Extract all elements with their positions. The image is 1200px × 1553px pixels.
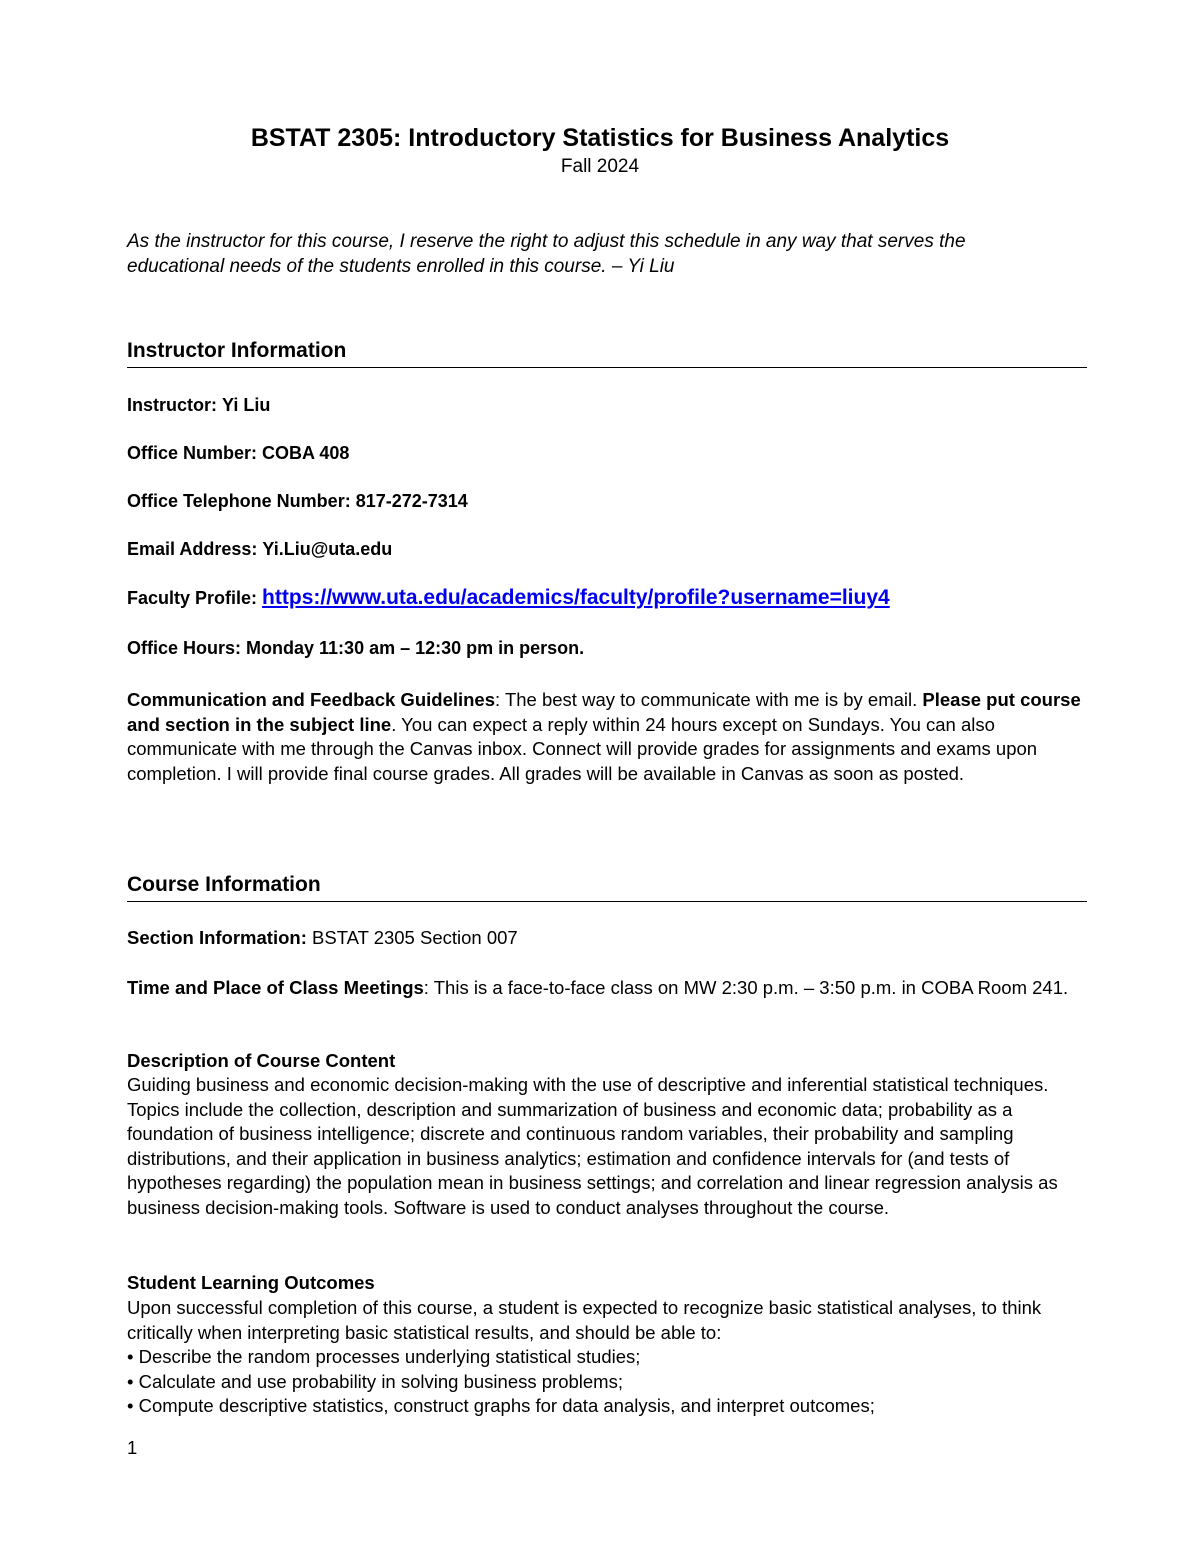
course-term: Fall 2024 — [560, 156, 640, 177]
office-number-field — [127, 441, 1087, 465]
faculty-profile-label: Faculty Profile: — [127, 588, 258, 608]
communication-guidelines-label: Communication and Feedback Guidelines — [127, 689, 496, 710]
instructor-disclaimer: As the instructor for this course, I reserve the right to adjust this schedule in any way that serves the educational needs of the students enrolled in this course. – Yi Liu — [127, 231, 966, 277]
email-address-value: Yi.Liu@uta.edu — [262, 539, 393, 559]
office-hours-field — [127, 636, 1087, 660]
course-information-heading: Course Information — [127, 871, 1087, 902]
office-hours-label: Office Hours: — [127, 638, 242, 658]
page-number: 1 — [127, 1437, 138, 1458]
class-meetings-value: : This is a face-to-face class on MW 2:30 p.m. – 3:50 p.m. in COBA Room 241. — [423, 977, 1069, 998]
section-information-label: Section Information: — [127, 927, 307, 948]
faculty-profile-field — [127, 586, 1087, 610]
learning-outcomes-intro: Upon successful completion of this course, a student is expected to recognize basic statistical analyses, to think critically when interpreting basic statistical results, and should be able to: — [127, 1297, 1042, 1343]
course-description-heading: Description of Course Content — [127, 1050, 396, 1071]
communication-text-1: : The best way to communicate with me is by email. — [495, 689, 918, 710]
email-address-label: Email Address: — [127, 539, 258, 559]
class-meetings-field — [127, 976, 1087, 1001]
office-hours-value: Monday 11:30 am – 12:30 pm in person. — [246, 638, 585, 658]
learning-outcome-item: • Compute descriptive statistics, construct graphs for data analysis, and interpret outcomes; — [127, 1395, 875, 1416]
learning-outcomes-heading: Student Learning Outcomes — [127, 1272, 375, 1293]
instructor-field — [127, 393, 1087, 417]
communication-subject-line-note: Please put course and section in the subject line — [127, 689, 1081, 735]
course-title: BSTAT 2305: Introductory Statistics for Business Analytics — [250, 124, 950, 152]
section-information-value: BSTAT 2305 Section 007 — [312, 927, 518, 948]
communication-text-2: . You can expect a reply within 24 hours except on Sundays. You can also communicate with me through the Canvas inbox. Connect will provide grades for assignments and exams upon completion. I will provide final course grades. All grades will be available in Canvas as soon as posted. — [127, 713, 1038, 784]
office-telephone-label: Office Telephone Number: — [127, 491, 351, 511]
learning-outcome-item: • Calculate and use probability in solving business problems; — [127, 1371, 623, 1392]
learning-outcome-item: • Describe the random processes underlying statistical studies; — [127, 1346, 641, 1367]
email-address-field — [127, 537, 1087, 561]
faculty-profile-link[interactable]: https://www.uta.edu/academics/faculty/profile?username=liuy4 — [262, 586, 890, 609]
class-meetings-label: Time and Place of Class Meetings — [127, 977, 424, 998]
instructor-information-heading: Instructor Information — [127, 337, 1087, 368]
office-number-value: COBA 408 — [262, 443, 350, 463]
instructor-value: Yi Liu — [222, 395, 271, 415]
communication-guidelines — [127, 688, 1087, 786]
course-description-text: Guiding business and economic decision-making with the use of descriptive and inferential statistical techniques. Topics include the collection, description and summarization of business and economic data; probability as a foundation of business intelligence; discrete and continuous random variables, their probability and sampling distributions, and their application in business analytics; estimation and confidence intervals for (and tests of hypotheses regarding) the population mean in business settings; and correlation and linear regression analysis as business decision-making tools. Software is used to conduct analyses throughout the course. — [127, 1074, 1058, 1218]
section-information-field — [127, 926, 1087, 951]
office-telephone-value: 817-272-7314 — [355, 491, 468, 511]
instructor-label: Instructor: — [127, 395, 217, 415]
office-telephone-field — [127, 489, 1087, 513]
office-number-label: Office Number: — [127, 443, 258, 463]
